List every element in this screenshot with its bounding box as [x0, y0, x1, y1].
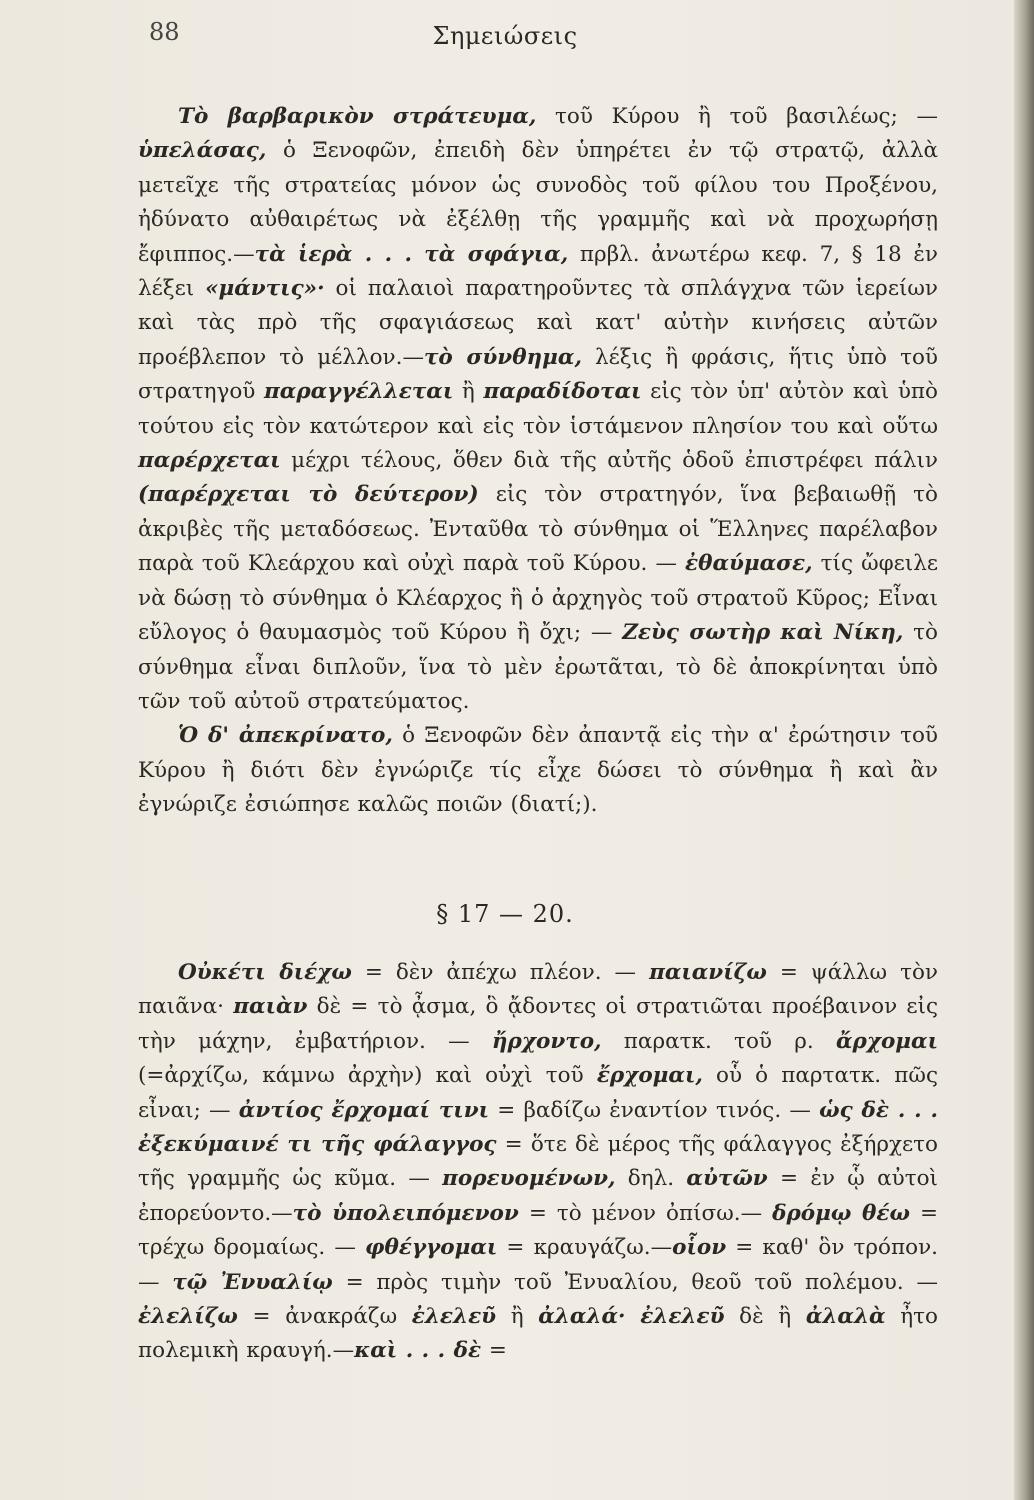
- lemma: Τὸ βαρβαρικὸν στράτευμα,: [178, 104, 537, 129]
- running-head: [0, 14, 1010, 54]
- lemma: αὐτῶν: [686, 1166, 768, 1192]
- running-title: Σημειώσεις: [432, 22, 578, 50]
- note-text: =: [481, 1338, 507, 1364]
- note-text: = βαδίζω ἐναντίον τινός. —: [489, 1097, 820, 1123]
- note-text: παρατκ. τοῦ ρ.: [601, 1028, 836, 1054]
- lemma: ἐλελίζω: [138, 1304, 238, 1330]
- note-paragraph-1: [138, 100, 938, 719]
- lemma: καὶ . . . δὲ: [354, 1338, 482, 1364]
- lemma: Οὐκέτι διέχω: [178, 960, 352, 985]
- note-text: ὁ Ξενοφῶν, ἐπειδὴ δὲν ὑπηρέτει ἐν τῷ στρατῷ, ἀλλὰ μετεῖχε τῆς στρατείας μόνον ὡς συνοδὸς τοῦ φίλου του Προξένου, ἠδύνατο αὐθαιρέτως νὰ ἐξέλθῃ τῆς γραμμῆς καὶ νὰ προχωρήσῃ ἔφιππος.—: [138, 138, 938, 267]
- lemma: ὡς δὲ . . . ἐξεκύμαινέ τι τῆς φάλαγγος: [138, 1097, 939, 1158]
- lemma: ὑπελάσας,: [138, 138, 267, 164]
- lemma: Ζεὺς σωτὴρ καὶ Νίκη,: [622, 620, 904, 646]
- note-text: πρβλ. ἀνωτέρω κεφ. 7, § 18 ἐν λέξει: [138, 241, 938, 302]
- lemma: ἀλαλὰ: [805, 1304, 886, 1330]
- note-text: τὸ σύνθημα εἶναι διπλοῦν, ἵνα τὸ μὲν ἐρωτᾶται, τὸ δὲ ἀποκρίνηται ὑπὸ τῶν τοῦ αὐτοῦ στρατεύματος.: [138, 620, 938, 714]
- note-text: λέξις ἢ φράσις, ἥτις ὑπὸ τοῦ στρατηγοῦ: [138, 344, 938, 405]
- note-text: εἰς τὸν ὑπ' αὐτὸν καὶ ὑπὸ τούτου εἰς τὸν κατώτερον καὶ εἰς τὸν ἱστάμενον πλησίον του καὶ οὕτω: [138, 379, 939, 439]
- note-text: ἢ: [496, 1304, 539, 1330]
- note-text: = ἀνακράζω: [237, 1304, 412, 1330]
- note-paragraph-2: [138, 719, 938, 822]
- note-text: δὲ = τὸ ᾆσμα, ὃ ᾄδοντες οἱ στρατιῶται προέβαινον εἰς τὴν μάχην, ἐμβατήριον. —: [138, 994, 939, 1054]
- lemma: ἀντίος ἔρχομαί τινι: [238, 1097, 490, 1123]
- note-text: μέχρι τέλους, ὅθεν διὰ τῆς αὐτῆς ὁδοῦ ἐπιστρέφει πάλιν: [280, 448, 938, 474]
- lemma: τὰ ἱερὰ . . . τὰ σφάγια,: [254, 241, 569, 267]
- notes-block-2: [138, 956, 938, 1369]
- lemma: τῷ Ἐνυαλίῳ: [172, 1269, 333, 1295]
- lemma: παραγγέλλεται: [264, 379, 454, 405]
- lemma: ἔρχομαι,: [596, 1063, 703, 1089]
- note-text: [626, 1304, 641, 1329]
- lemma: παιανίζω: [649, 960, 767, 985]
- lemma: δρόμῳ θέω: [772, 1200, 910, 1226]
- note-text: = ψάλλω τὸν παιᾶνα·: [138, 960, 938, 1020]
- page-number: 88: [149, 18, 180, 46]
- section-heading: § 17 — 20.: [436, 900, 574, 928]
- lemma: ἄρχομαι: [835, 1028, 938, 1054]
- lemma: παραδίδοται: [483, 379, 642, 405]
- note-text: = καθ' ὃν τρόπον. —: [138, 1235, 938, 1295]
- book-edge: [1014, 0, 1034, 1500]
- note-text: τίς ὤφειλε νὰ δώσῃ τὸ σύνθημα ὁ Κλέαρχος ἢ ὁ ἀρχηγὸς τοῦ στρατοῦ Κῦρος; Εἶναι εὔλογος ὁ θαυμασμὸς τοῦ Κύρου ἢ ὄχι; —: [138, 551, 939, 646]
- note-text: ἢ: [453, 379, 484, 405]
- lemma: πορευομένων,: [442, 1166, 616, 1192]
- note-text: = δὲν ἀπέχω πλέον. —: [351, 960, 650, 985]
- lemma: ἀλαλά·: [538, 1304, 626, 1330]
- note-text: (=ἀρχίζω, κάμνω ἀρχὴν) καὶ οὐχὶ τοῦ: [138, 1063, 597, 1089]
- note-text: οἱ παλαιοὶ παρατηροῦντες τὰ σπλάγχνα τῶν ἱερείων καὶ τὰς πρὸ τῆς σφαγιάσεως καὶ κατ' αὐτὴν κινήσεις αὐτῶν προέβλεπον τὸ μέλλον.—: [138, 276, 938, 370]
- lemma: (παρέρχεται τὸ δεύτερον): [138, 482, 479, 508]
- note-text: = κραυγάζω.—: [497, 1235, 673, 1261]
- lemma: ἤρχοντο,: [491, 1028, 602, 1054]
- note-text: ἦτο πολεμικὴ κραυγή.—: [138, 1304, 938, 1364]
- lemma: «μάντις»·: [205, 276, 325, 302]
- lemma: Ὁ δ' ἀπεκρίνατο,: [178, 723, 393, 749]
- lemma: ἐλελεῦ: [640, 1304, 725, 1330]
- lemma: ἐλελεῦ: [411, 1304, 497, 1330]
- notes-block-1: [138, 100, 938, 823]
- lemma: παρέρχεται: [138, 448, 281, 474]
- note-paragraph-3: [138, 956, 938, 1369]
- lemma: ἐθαύμασε,: [685, 551, 813, 577]
- note-text: = ἐν ᾧ αὐτοὶ ἐπορεύοντο.—: [138, 1166, 938, 1226]
- lemma: τὸ ὑπολειπόμενον: [292, 1200, 519, 1226]
- note-text: = τὸ μένον ὀπίσω.—: [518, 1200, 773, 1226]
- lemma: φθέγγομαι: [365, 1235, 498, 1261]
- note-text: = πρὸς τιμὴν τοῦ Ἐνυαλίου, θεοῦ τοῦ πολέμου. —: [332, 1269, 938, 1295]
- lemma: παιὰν: [233, 994, 308, 1020]
- note-text: οὗ ὁ παρτατκ. πῶς εἶναι; —: [138, 1063, 938, 1123]
- note-text: = ὅτε δὲ μέρος τῆς φάλαγγος ἐξήρχετο τῆς γραμμῆς ὡς κῦμα. —: [138, 1132, 938, 1192]
- note-text: τοῦ Κύρου ἢ τοῦ βασιλέως; —: [536, 104, 938, 129]
- note-text: = τρέχω δρομαίως. —: [138, 1200, 938, 1261]
- lemma: οἷον: [672, 1235, 727, 1261]
- note-text: ὁ Ξενοφῶν δὲν ἀπαντᾷ εἰς τὴν α' ἐρώτησιν τοῦ Κύρου ἢ διότι δὲν ἐγνώριζε τίς εἶχε δώσει τὸ σύνθημα ἢ καὶ ἂν ἐγνώριζε ἐσιώπησε καλῶς ποιῶν (διατί;).: [138, 723, 938, 818]
- note-text: δὲ ἢ: [724, 1304, 806, 1330]
- note-text: δηλ.: [615, 1166, 687, 1192]
- lemma: τὸ σύνθημα,: [423, 344, 582, 370]
- note-text: εἰς τὸν στρατηγόν, ἵνα βεβαιωθῇ τὸ ἀκριβὲς τῆς μεταδόσεως. Ἐνταῦθα τὸ σύνθημα οἱ Ἕλληνες παρέλαβον παρὰ τοῦ Κλεάρχου καὶ οὐχὶ παρὰ τοῦ Κύρου. —: [138, 482, 938, 577]
